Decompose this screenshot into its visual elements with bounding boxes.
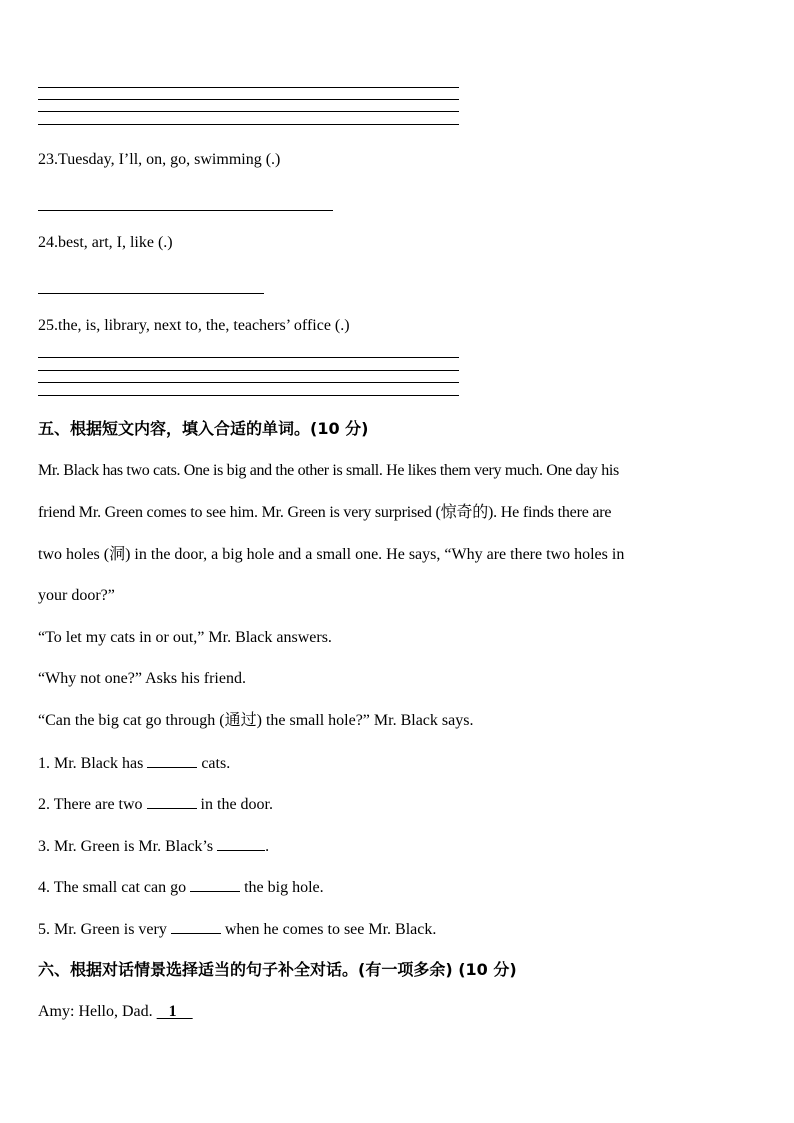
fill-question-3: [38, 836, 269, 857]
fill-question-4-text: 4. The small cat can go: [38, 879, 191, 896]
passage-line: your door?”: [38, 587, 115, 604]
answer-line-25: [38, 357, 459, 358]
fill-question-5-tail: when he comes to see Mr. Black.: [220, 921, 437, 938]
question-24: 24.best, art, I, like (.): [38, 234, 173, 251]
section-6-heading: 六、根据对话情景选择适当的句子补全对话。(有一项多余) (10 分): [38, 960, 517, 979]
question-25: 25.the, is, library, next to, the, teachers’ office (.): [38, 317, 350, 334]
fill-question-2-tail: in the door.: [196, 796, 273, 813]
answer-line-25: [38, 395, 459, 396]
answer-line: [38, 124, 459, 125]
fill-question-2-text: 2. There are two: [38, 796, 147, 813]
fill-question-5: [38, 919, 436, 940]
passage-line: “To let my cats in or out,” Mr. Black answers.: [38, 629, 332, 646]
amy-text: Amy: Hello, Dad.: [38, 1003, 157, 1020]
passage-line: “Can the big cat go through (通过) the small hole?” Mr. Black says.: [38, 712, 474, 729]
answer-line-23: [38, 210, 333, 211]
answer-blank[interactable]: [147, 794, 197, 809]
passage-line: Mr. Black has two cats. One is big and the other is small. He likes them very much. One day his: [38, 462, 619, 479]
answer-line-24: [38, 293, 264, 294]
fill-question-3-tail: .: [265, 838, 270, 855]
answer-blank[interactable]: [147, 753, 197, 768]
answer-line: [38, 99, 459, 100]
answer-line-25: [38, 382, 459, 383]
passage-line: friend Mr. Green comes to see him. Mr. Green is very surprised (惊奇的). He finds there are: [38, 504, 612, 521]
fill-question-1-tail: cats.: [197, 755, 231, 772]
fill-question-4: [38, 877, 324, 898]
section-5-heading: 五、根据短文内容，填入合适的单词。(10 分): [38, 419, 369, 438]
fill-question-2: [38, 794, 273, 815]
fill-question-1: [38, 753, 230, 774]
fill-question-1-text: 1. Mr. Black has: [38, 755, 148, 772]
dialogue-blank-1[interactable]: 1: [156, 1003, 193, 1020]
fill-question-3-text: 3. Mr. Green is Mr. Black’s: [38, 838, 218, 855]
fill-question-5-text: 5. Mr. Green is very: [38, 921, 171, 938]
answer-line: [38, 111, 459, 112]
answer-line: [38, 87, 459, 88]
answer-blank[interactable]: [217, 836, 265, 851]
passage-line: “Why not one?” Asks his friend.: [38, 670, 246, 687]
fill-question-4-tail: the big hole.: [240, 879, 324, 896]
answer-blank[interactable]: [171, 919, 221, 934]
passage-line: two holes (洞) in the door, a big hole and a small one. He says, “Why are there two holes in: [38, 546, 625, 563]
answer-blank[interactable]: [190, 877, 240, 892]
answer-line-25: [38, 370, 459, 371]
question-23: 23.Tuesday, I’ll, on, go, swimming (.): [38, 151, 281, 168]
dialogue-line-amy: [38, 1002, 193, 1022]
